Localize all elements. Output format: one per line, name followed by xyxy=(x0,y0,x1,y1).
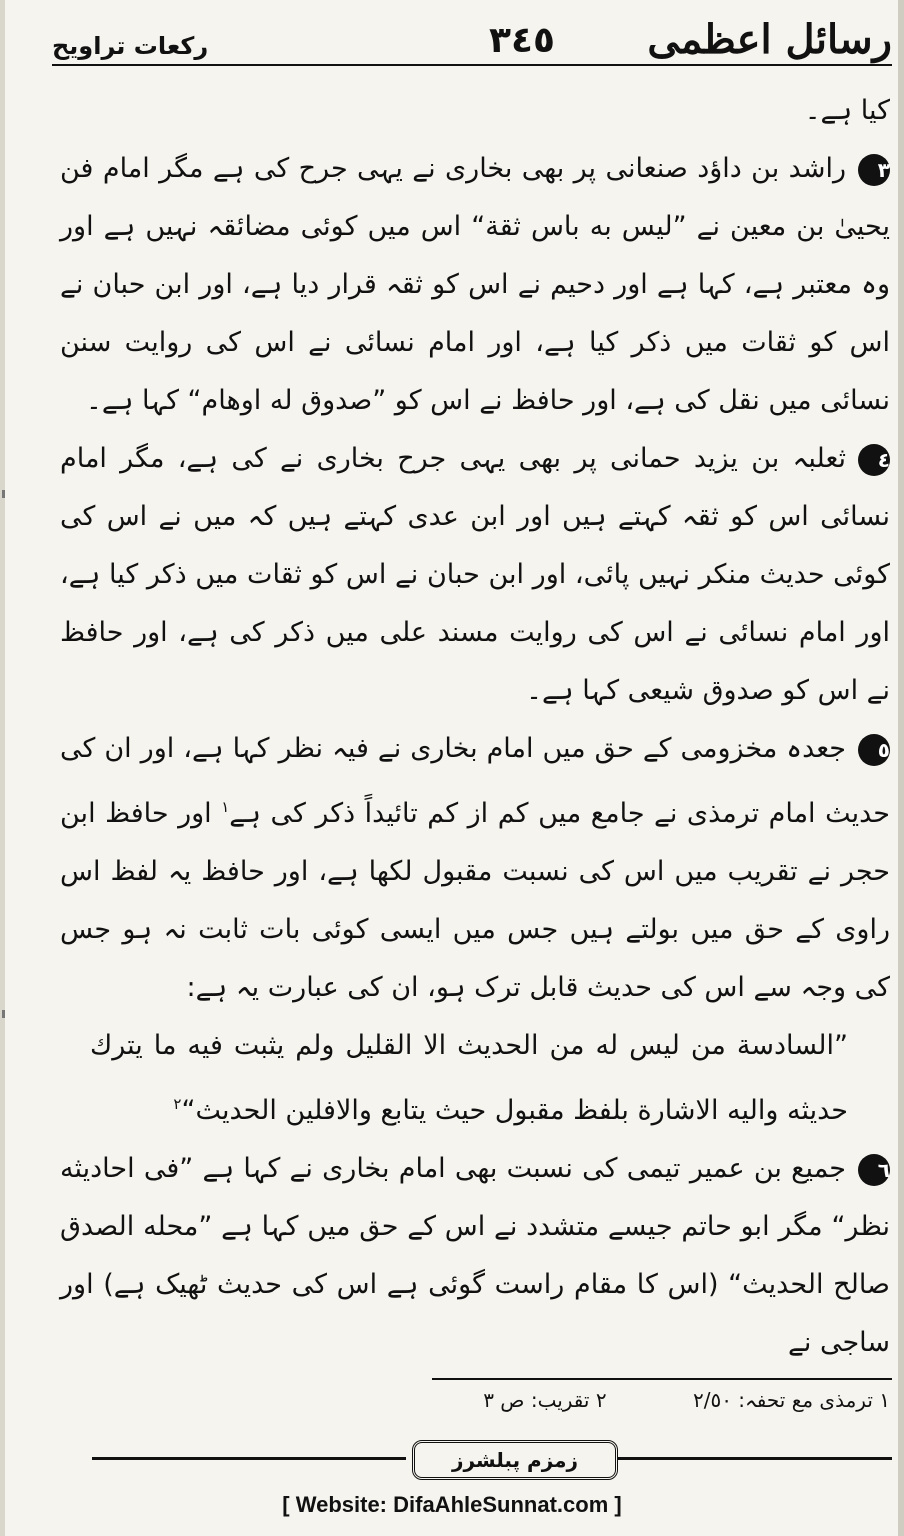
paragraph-4 xyxy=(60,430,890,720)
footnote-rule xyxy=(432,1378,892,1380)
page-right-edge xyxy=(898,0,904,1536)
paragraph-text: جعدہ مخزومی کے حق میں امام بخاری نے فیہ نظر کہا ہے، اور ان کی حدیث امام ترمذی نے جامع میں کم از کم تائیداً ذکر کی ہے xyxy=(60,733,890,829)
page-left-edge xyxy=(0,0,5,1536)
paragraph-continued xyxy=(60,82,890,140)
quote-text: ”السادسة من ليس له من الحديث الا القليل ولم يثبت فيه ما يترك حديثه واليه الاشارة بلفظ مقبول حيث يتابع والافلين الحديث“ xyxy=(90,1030,848,1126)
publisher-footer xyxy=(92,1438,892,1478)
book-title: رسائل اعظمی xyxy=(647,16,892,63)
footnote-ref: ١ xyxy=(221,798,230,816)
paragraph-text: راشد بن داؤد صنعانی پر بھی بخاری نے یہی جرح کی ہے مگر امام فن یحییٰ بن معین نے ”لیس به باس ثقة“ اس میں کوئی مضائقہ نہیں ہے اور وہ معتبر ہے، کہا ہے اور دحیم نے اس کو ثقہ قرار دیا ہے، اور ابن حبان نے اس کو ثقات میں ذکر کیا ہے، اور امام نسائی نے اس کی روایت سنن نسائی میں نقل کی ہے، اور حافظ نے اس کو ”صدوق له اوهام“ کہا ہے۔ xyxy=(60,153,890,416)
page-number: ٣٤٥ xyxy=(489,20,555,61)
paragraph-5 xyxy=(60,720,890,1017)
scan-speck xyxy=(2,1010,5,1018)
paragraph-text: اور حافظ ابن حجر نے تقریب میں اس کی نسبت مقبول لکھا ہے، اور حافظ یہ لفظ اس راوی کے حق میں بولتے ہیں جس میں ایسی کوئی بات ثابت نہ ہو جس کی وجہ سے اس کی حدیث قابل ترک ہو، ان کی عبارت یہ ہے: xyxy=(60,798,890,1003)
footnote-ref: ٢ xyxy=(173,1095,182,1113)
paragraph-text: جمیع بن عمیر تیمی کی نسبت بھی امام بخاری نے کہا ہے ”فی احادیثه نظر“ مگر ابو حاتم جیسے متشدد نے اس کے حق میں کہا ہے ”محله الصدق صالح الحديث“ (اس کا مقام راست گوئی ہے اس کی حدیث ٹھیک ہے) اور ساجی نے xyxy=(60,1153,890,1358)
paragraph-number-badge: ٤ xyxy=(858,444,890,476)
website-watermark: [ Website: DifaAhleSunnat.com ] xyxy=(282,1492,622,1517)
footnote-1: ١ ترمذی مع تحفہ: ٢/٥٠ xyxy=(692,1388,890,1412)
paragraph-3 xyxy=(60,140,890,430)
scan-speck xyxy=(2,490,5,498)
paragraph-text: کیا ہے۔ xyxy=(804,95,890,126)
paragraph-6 xyxy=(60,1140,890,1372)
paragraph-number-badge: ٣ xyxy=(858,154,890,186)
paragraph-number-badge: ٦ xyxy=(858,1154,890,1186)
paragraph-text: ثعلبہ بن یزید حمانی پر بھی یہی جرح بخاری نے کی ہے، مگر امام نسائی اس کو ثقہ کہتے ہیں اور ابن عدی کہتے ہیں کہ میں نے اس کی کوئی حدیث منکر نہیں پائی، اور ابن حبان نے اس کو ثقات میں ذکر کیا ہے، اور امام نسائی نے اس کی روایت مسند علی میں ذکر کی ہے، اور حافظ نے اس کو صدوق شیعی کہا ہے۔ xyxy=(60,443,890,706)
footer-rule-left xyxy=(92,1457,406,1460)
footnotes xyxy=(340,1388,890,1412)
footer-rule-right xyxy=(618,1457,892,1460)
main-text xyxy=(60,82,890,1372)
header-rule xyxy=(52,64,892,66)
publisher-name: زمزم پبلشرز xyxy=(412,1440,618,1480)
chapter-title: رکعات تراویح xyxy=(52,32,209,60)
arabic-quotation xyxy=(60,1017,890,1140)
footnote-2: ٢ تقریب: ص ٣ xyxy=(483,1388,607,1412)
paragraph-number-badge: ٥ xyxy=(858,734,890,766)
